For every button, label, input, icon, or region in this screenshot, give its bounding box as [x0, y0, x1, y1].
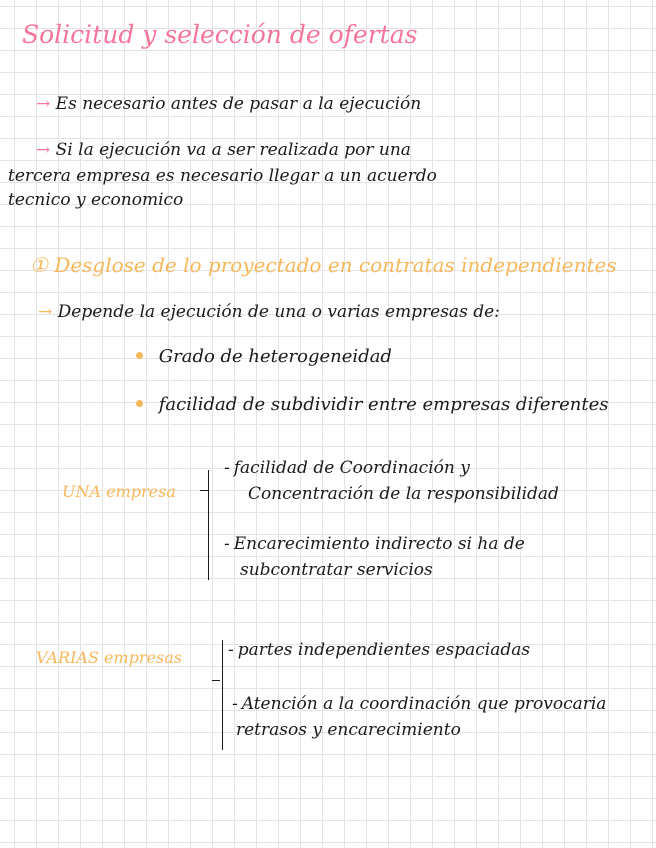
una-item-2-a: Encarecimiento indirecto si ha de	[233, 534, 525, 554]
page-title: Solicitud y selección de ofertas	[22, 20, 418, 49]
intro-line-1-text: Es necesario antes de pasar a la ejecución	[55, 94, 422, 114]
una-item-1-b: Concentración de la responsibilidad	[248, 484, 559, 504]
section-heading-text: Desglose de lo proyectado en contratas independientes	[54, 253, 617, 277]
depends-text: Depende la ejecución de una o varias empresas de:	[57, 302, 500, 322]
una-item-2-b: subcontratar servicios	[240, 560, 433, 580]
intro-line-2	[36, 140, 411, 160]
bullet-text: Grado de heterogeneidad	[158, 346, 392, 367]
intro-line-2c: tecnico y economico	[8, 190, 184, 210]
una-item-1-a: facilidad de Coordinación y	[233, 458, 470, 478]
bullet-text: facilidad de subdividir entre empresas diferentes	[158, 394, 609, 415]
varias-empresas-label: VARIAS empresas	[36, 648, 182, 667]
una-brace-tick	[200, 490, 208, 491]
arrow-right-icon: →	[36, 140, 51, 160]
varias-brace	[222, 640, 223, 750]
bullet-item	[136, 394, 609, 415]
section-heading	[30, 253, 617, 277]
una-brace	[208, 470, 209, 580]
arrow-right-icon: →	[38, 302, 53, 322]
una-item-1: - facilidad de Coordinación y	[224, 458, 470, 478]
depends-line	[38, 302, 500, 322]
varias-item-1: - partes independientes espaciadas	[228, 640, 531, 660]
varias-item-1-a: partes independientes espaciadas	[237, 640, 531, 660]
arrow-right-icon: →	[36, 94, 51, 114]
intro-line-2a-text: Si la ejecución va a ser realizada por una	[55, 140, 411, 160]
section-number-icon: ①	[30, 253, 48, 277]
varias-item-2: - Atención a la coordinación que provocaria	[232, 694, 607, 714]
intro-line-1	[36, 94, 421, 114]
bullet-dot-icon	[136, 400, 143, 407]
varias-item-2-b: retrasos y encarecimiento	[236, 720, 461, 740]
una-empresa-label: UNA empresa	[62, 482, 176, 501]
varias-item-2-a: Atención a la coordinación que provocaria	[241, 694, 607, 714]
bullet-dot-icon	[136, 352, 143, 359]
bullet-item	[136, 346, 392, 367]
una-item-2: - Encarecimiento indirecto si ha de	[224, 534, 525, 554]
varias-brace-tick	[212, 680, 220, 681]
intro-line-2b: tercera empresa es necesario llegar a un acuerdo	[8, 166, 437, 186]
